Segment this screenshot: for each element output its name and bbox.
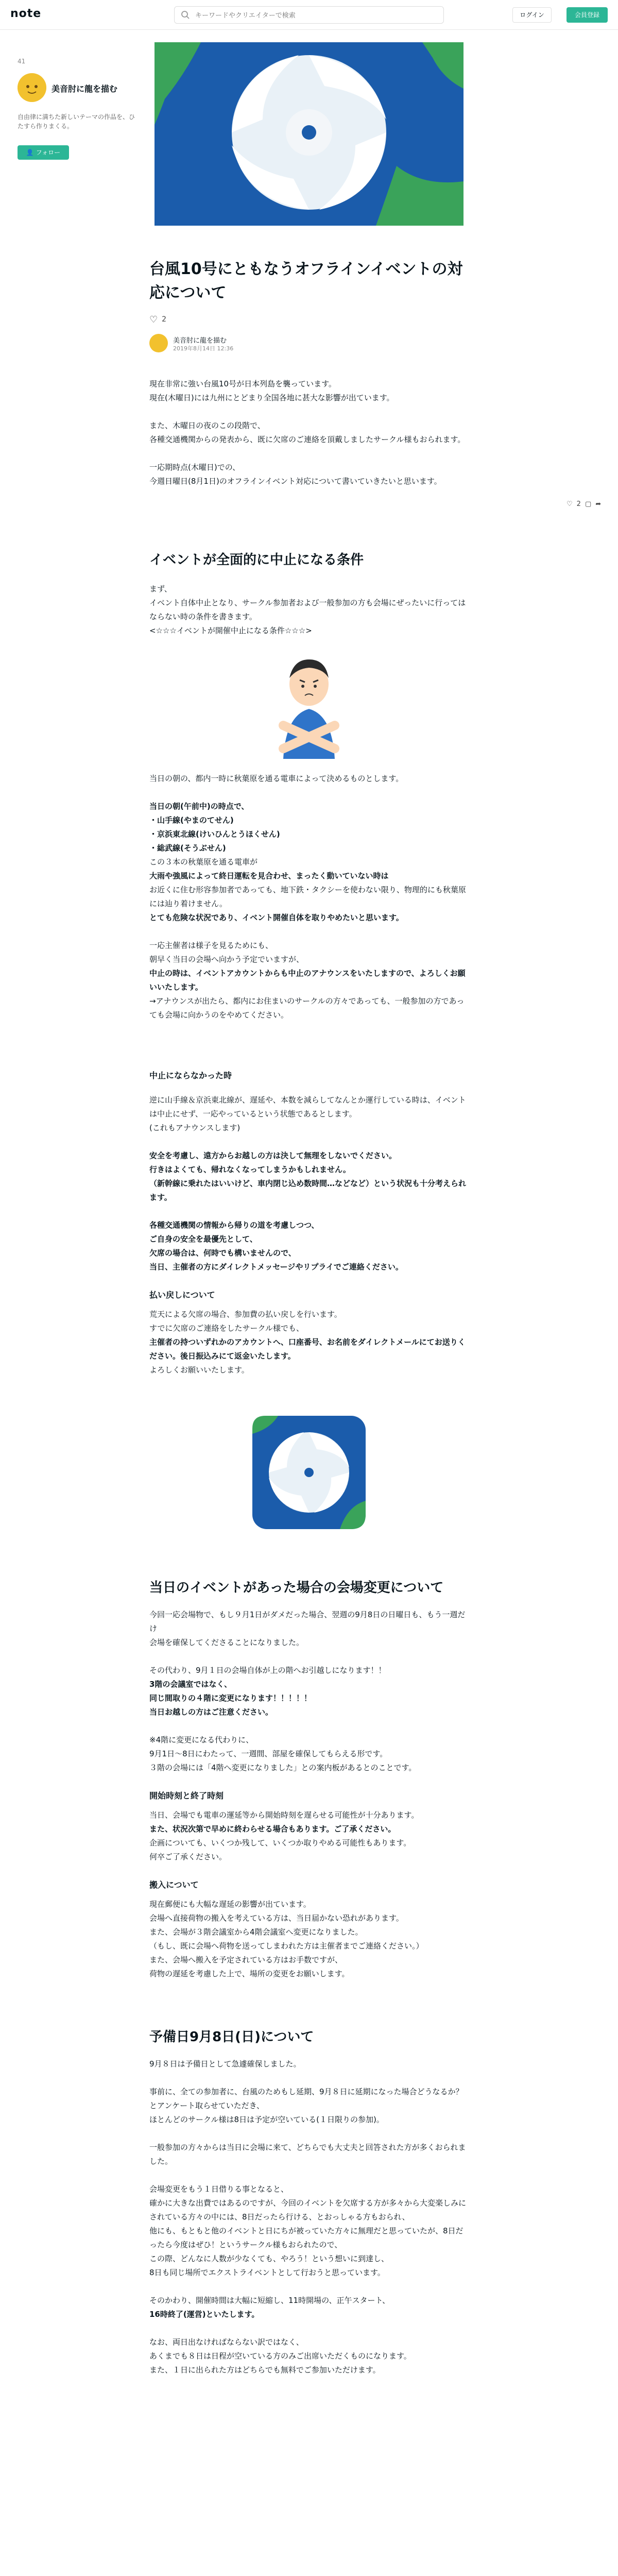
paragraph: 9月1日〜8日にわたって、一週間、部屋を確保してもらえる形です。	[149, 1749, 388, 1758]
paragraph: (これもアナウンスします)	[149, 1123, 241, 1132]
follow-button[interactable]	[18, 145, 69, 160]
paragraph: 他にも、もともと他のイベントと日にちが被っていた方々に無理だと思っていたが、8日だったら今度はぜひ！というサークル様もおられたので、	[149, 2226, 464, 2249]
section-heading: 当日のイベントがあった場合の会場変更について	[149, 1580, 444, 1596]
paragraph: また、会場が３階会議室から4階会議室へ変更になりました。	[149, 1927, 363, 1937]
paragraph: 今回一応会場物で、もし９月1日がダメだった場合、翌週の9月8日の日曜日も、もう一週だけ	[149, 1610, 466, 1633]
paragraph: この３本の秋葉原を通る電車が	[149, 857, 258, 867]
paragraph: 確かに大きな出費ではあるのですが、今回のイベントを欠席する方が多々から大変楽しみにされている方々の中には、8日だったら行ける、とおっしゃる方もおられ、	[149, 2198, 467, 2222]
line-item: ・京浜東北線(けいひんとうほくせん)	[149, 829, 280, 839]
publish-date: 2019年8月14日 12:36	[173, 345, 234, 352]
hero-image	[154, 42, 464, 226]
paragraph: また、１日に出られた方はどちらでも無料でご参加いただけます。	[149, 2365, 381, 2375]
top-nav-bar	[0, 0, 618, 30]
like-row	[149, 314, 469, 325]
section-heading: イベントが全面的に中止になる条件	[149, 552, 364, 568]
paragraph: 安全を考慮し、遠方からお越しの方は決して無理をしないでください。	[149, 1151, 397, 1160]
paragraph: また、会場へ搬入を予定されている方はお手数ですが、	[149, 1955, 343, 1964]
paragraph: 同じ間取りの４階に変更になります！！！！！	[149, 1693, 312, 1703]
paragraph: 主催者の持ついずれかのアカウントへ、口座番号、お名前をダイレクトメールにてお送りください。後日振込みにて返金いたします。	[149, 1337, 466, 1361]
paragraph: 一応主催者は様子を見るためにも、	[149, 941, 273, 950]
paragraph: 荒天による欠席の場合、参加費の払い戻しを行います。	[149, 1310, 342, 1319]
paragraph: →アナウンスが出たら、都内にお住まいのサークルの方々であっても、一般参加の方であっても会場に向かうのをやめてください。	[149, 996, 465, 1020]
login-button[interactable]: ログイン	[512, 7, 552, 23]
paragraph: 朝早く当日の会場へ向かう予定でいますが、	[149, 955, 304, 964]
creator-avatar[interactable]	[18, 73, 46, 102]
paragraph: 当日、会場でも電車の運延等から開始時刻を遅らせる可能性が十分あります。	[149, 1810, 419, 1820]
article-title: 台風10号にともなうオフラインイベントの対応について	[149, 260, 463, 302]
intro-line: また、木曜日の夜のこの段階で、	[149, 421, 265, 430]
paragraph: ほとんどのサークル様は8日は予定が空いている(１日限りの参加)。	[149, 2115, 384, 2124]
author-avatar[interactable]	[149, 334, 168, 352]
paragraph: お近くに住む形容参加者であっても、地下鉄・タクシーを使わない限り、物理的にも秋葉原には辿り着けません。	[149, 885, 466, 908]
author-row[interactable]	[149, 334, 469, 354]
search-box[interactable]	[174, 6, 444, 24]
avatar-face-icon	[18, 73, 46, 102]
paragraph: すでに欠席のご連絡をしたサークル様でも、	[149, 1324, 304, 1333]
paragraph: 何卒ご了承ください。	[149, 1852, 227, 1861]
signup-button[interactable]: 会員登録	[566, 7, 608, 23]
paragraph: 荷物の遅延を考慮した上で、場所の変更をお願いします。	[149, 1969, 350, 1978]
line-item: ・山手線(やまのてせん)	[149, 816, 234, 825]
paragraph: 会場変更をもう１日借りる事となると、	[149, 2184, 289, 2194]
paragraph: そのかわり、開催時間は大幅に短縮し、11時開場の、正午スタート、	[149, 2296, 390, 2305]
paragraph: 大雨や強風によって終日運転を見合わせ、まったく動いていない時は	[149, 871, 389, 880]
like-count: 2	[162, 315, 167, 324]
heart-icon[interactable]: ♡	[149, 314, 158, 325]
side-actions	[566, 498, 613, 510]
paragraph: 中止の時は、イベントアカウントからも中止のアナウンスをいたしますので、よろしくお願いいたします。	[149, 969, 466, 992]
paragraph: 事前に、全ての参加者に、台風のためもし延期、9月８日に延期になった場合どうなるか？とアンケート取らせていただき、	[149, 2087, 464, 2110]
article-body	[149, 258, 469, 2377]
paragraph: また、状況次第で早めに終わらせる場合もあります。ご了承ください。	[149, 1824, 396, 1834]
line-item: ・総武線(そうぶせん)	[149, 843, 226, 853]
intro-line: 現在非常に強い台風10号が日本列島を襲っています。	[149, 379, 336, 388]
paragraph: （もし、既に会場へ荷物を送ってしまわれた方は主催者までご連絡ください。）	[149, 1941, 424, 1951]
paragraph: 欠席の場合は、何時でも構いませんので、	[149, 1248, 296, 1258]
heart-icon[interactable]: ♡	[566, 500, 573, 508]
subsection-heading: 払い戻しについて	[149, 1290, 215, 1300]
paragraph: 行きはよくても、帰れなくなってしまうかもしれません。	[149, 1165, 351, 1174]
typhoon-icon-image	[250, 1413, 368, 1532]
paragraph: 16時終了(運営)といたします。	[149, 2310, 260, 2319]
paragraph: 当日お越しの方はご注意ください。	[149, 1707, 273, 1717]
share-icon[interactable]: ➦	[595, 500, 602, 508]
person-cross-arms-image	[263, 648, 355, 761]
paragraph: 逆に山手線＆京浜東北線が、遅延や、本数を減らしてなんとか運行している時は、イベントは中止にせず、一応やっているという状態であるとします。	[149, 1095, 466, 1118]
paragraph: よろしくお願いいたします。	[149, 1365, 249, 1375]
paragraph: 8日も同じ場所でエクストライベントとして行おうと思っています。	[149, 2268, 385, 2277]
paragraph: 一般参加の方々からは当日に会場に来て、どちらでも大丈夫と回答された方が多くおられました。	[149, 2143, 466, 2166]
paragraph: ご自身の安全を最優先として、	[149, 1234, 258, 1244]
author-name[interactable]: 美音肘に龍を描む	[173, 337, 227, 345]
paragraph: ※4階に変更になる代わりに、	[149, 1735, 254, 1744]
paragraph: 当日の朝の、都内一時に秋葉原を通る電車によって決めるものとします。	[149, 774, 404, 783]
paragraph: 3階の会議室ではなく、	[149, 1680, 232, 1689]
creator-count: 41	[18, 58, 26, 65]
paragraph: ３階の会場には「4階へ変更になりました」との案内板があるとのことです。	[149, 1763, 417, 1772]
paragraph: 会場を確保してくださることになりました。	[149, 1638, 304, 1647]
paragraph: まず、	[149, 584, 172, 594]
search-icon	[181, 10, 190, 20]
paragraph: 9月８日は予備日として急遽確保しました。	[149, 2059, 301, 2069]
paragraph: （新幹線に乗れたはいいけど、車内閉じ込め数時間…などなど）という状況も十分考えられます。	[149, 1179, 467, 1202]
comment-icon[interactable]: ▢	[585, 500, 592, 508]
typhoon-illustration	[154, 42, 464, 226]
follow-label: フォロー	[36, 149, 61, 156]
subsection-heading: 搬入について	[149, 1880, 199, 1890]
intro-line: 現在(木曜日)には九州にとどまり全国各地に甚大な影響が出ています。	[149, 393, 394, 402]
note-logo[interactable]: note	[10, 7, 42, 20]
paragraph: とても危険な状況であり、イベント開催自体を取りやめたいと思います。	[149, 913, 404, 922]
paragraph: なお、両日出なければならない訳ではなく、	[149, 2337, 304, 2347]
paragraph: <☆☆☆イベントが開催中止になる条件☆☆☆>	[149, 626, 312, 635]
creator-description: 自由律に満ちた新しいテーマの作品を、ひたすら作りまくる。	[18, 113, 135, 130]
section-heading: 予備日9月8日(日)について	[149, 2029, 314, 2045]
paragraph: 現在郵便にも大幅な遅延の影響が出ています。	[149, 1900, 311, 1909]
creator-name[interactable]: 美音肘に龍を描む	[52, 84, 118, 94]
paragraph: イベント自体中止となり、サークル参加者および一般参加の方も会場にぜったいに行ってはならない時の条件を書きます。	[149, 598, 466, 621]
section-heading: 中止にならなかった時	[149, 1071, 232, 1080]
paragraph: この際、どんなに人数が少なくても、やろう！という想いに到達し、	[149, 2254, 389, 2263]
paragraph: 当日の朝(午前中)の時点で、	[149, 802, 249, 811]
person-plus-icon: 👤	[26, 149, 34, 156]
paragraph: 会場へ直接荷物の搬入を考えている方は、当日届かない恐れがあります。	[149, 1913, 404, 1923]
subsection-heading: 開始時刻と終了時刻	[149, 1791, 224, 1801]
intro-line: 一応期時点(木曜日)での、	[149, 463, 241, 472]
intro-line: 今週日曜日(8月1日)のオフラインイベント対応について書いていきたいと思います。	[149, 477, 442, 486]
paragraph: 当日、主催者の方にダイレクトメッセージやリプライでご連絡ください。	[149, 1262, 403, 1272]
paragraph: 各種交通機関の情報から帰りの道を考慮しつつ、	[149, 1221, 319, 1230]
intro-line: 各種交通機関からの発表から、既に欠席のご連絡を頂戴しましたサークル様もおられます。	[149, 435, 466, 444]
paragraph: 企画についても、いくつか残して、いくつか取りやめる可能性もあります。	[149, 1838, 411, 1848]
paragraph: あくまでも８日は日程が空いている方のみご出席いただくものになります。	[149, 2351, 411, 2361]
search-input[interactable]	[195, 10, 437, 21]
paragraph: その代わり、9月１日の会場自体が上の階へお引越しになります！！	[149, 1666, 386, 1675]
side-like-count: 2	[576, 500, 581, 508]
